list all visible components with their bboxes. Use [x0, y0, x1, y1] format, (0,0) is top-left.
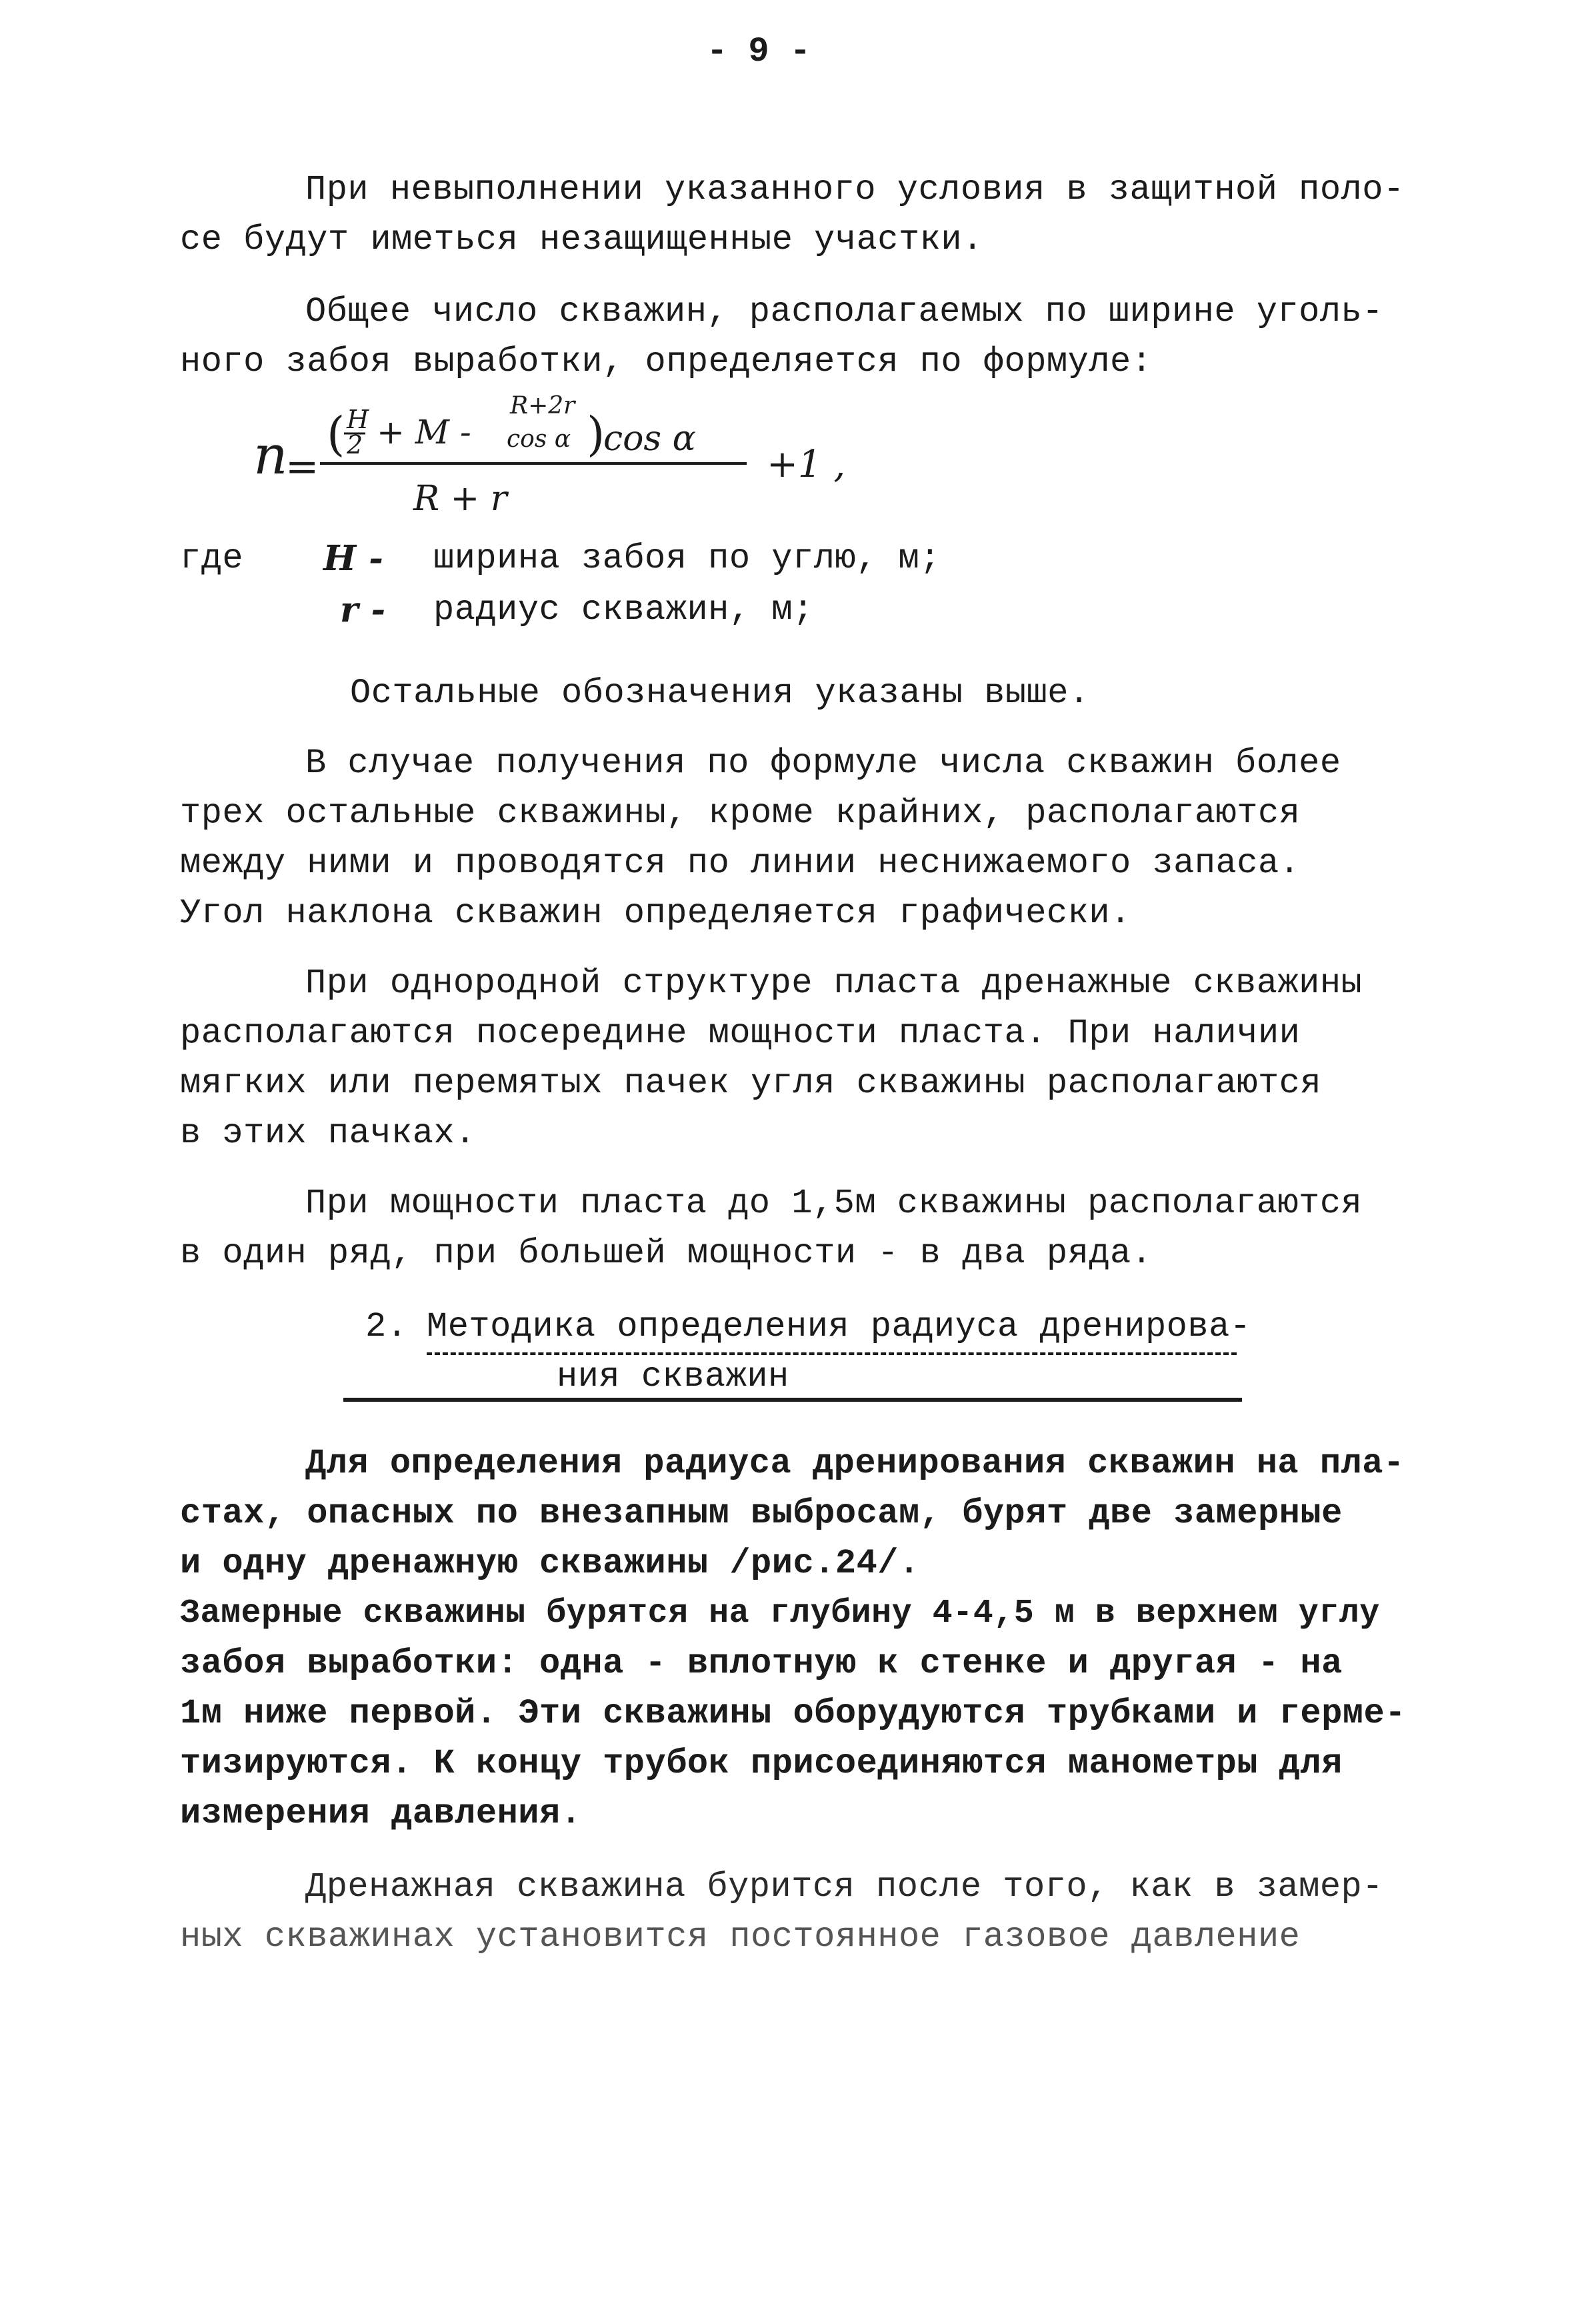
svg-text:): )	[587, 407, 605, 461]
para2-line-1: Общее число скважин, располагаемых по ширине уголь-	[305, 292, 1383, 331]
para5-line-1: При мощности пласта до 1,5м скважины располагаются	[305, 1184, 1363, 1223]
formula-num-h-den: 2	[347, 430, 363, 459]
para5-line-2: в один ряд, при большей мощности - в два ряда.	[180, 1234, 1153, 1273]
para3-line-4: Угол наклона скважин определяется графически.	[180, 894, 1131, 933]
para7-line-2: забоя выработки: одна - вплотную к стенке и другая - на	[180, 1644, 1343, 1683]
formula-eq: =	[285, 443, 319, 490]
heading-underline-1	[427, 1352, 1237, 1355]
formula-cos: cos α	[603, 419, 696, 459]
para4-line-2: располагаются посередине мощности пласта. При наличии	[180, 1014, 1301, 1053]
formula-lhs: n	[253, 424, 288, 486]
where-text-h: ширина забоя по углю, м;	[433, 539, 941, 578]
para7-line-3: 1м ниже первой. Эти скважины оборудуются трубками и герме-	[180, 1694, 1406, 1733]
formula-num-h: H	[347, 405, 369, 434]
formula-tail: +1 ,	[767, 443, 846, 486]
para8-line-2: ных скважинах установится постоянное газовое давление	[180, 1917, 1301, 1957]
where-symbol-r: r -	[340, 590, 386, 630]
para7-line-4: тизируются. К концу трубок присоединяются манометры для	[180, 1744, 1343, 1783]
para4-line-4: в этих пачках.	[180, 1114, 476, 1153]
para6-line-3: и одну дренажную скважины /рис.24/.	[180, 1544, 920, 1583]
heading-line-1: Методика определения радиуса дренирова-	[427, 1307, 1251, 1346]
para6-line-1: Для определения радиуса дренирования скважин на пла-	[305, 1444, 1405, 1483]
formula-inner-top: R+2r	[510, 392, 575, 419]
para3-line-3: между ними и проводятся по линии неснижаемого запаса.	[180, 844, 1301, 883]
para3-line-1: В случае получения по формуле числа скважин более	[305, 744, 1341, 783]
heading-underline-2	[343, 1398, 1242, 1402]
heading-line-2: ния скважин	[557, 1357, 789, 1396]
para7-line-5: измерения давления.	[180, 1794, 582, 1833]
where-label: где	[180, 539, 244, 578]
where-text-r: радиус скважин, м;	[433, 590, 814, 630]
para2-line-2: ного забоя выработки, определяется по формуле:	[180, 342, 1153, 381]
svg-text:(: (	[327, 407, 345, 461]
where-note: Остальные обозначения указаны выше.	[350, 674, 1090, 713]
heading-number: 2.	[365, 1307, 408, 1346]
para6-line-2: стах, опасных по внезапным выбросам, бурят две замерные	[180, 1494, 1343, 1533]
formula-den: R + r	[413, 479, 507, 519]
para1-line-2: се будут иметься незащищенные участки.	[180, 220, 983, 259]
page-number: - 9 -	[707, 32, 811, 71]
formula	[253, 387, 893, 540]
formula-inner-bot: cos α	[507, 425, 571, 453]
where-symbol-h: H -	[323, 538, 384, 579]
formula-num-plus: + M -	[377, 413, 471, 451]
para1-line-1: При невыполнении указанного условия в защитной поло-	[305, 170, 1405, 209]
para8-line-1: Дренажная скважина бурится после того, как в замер-	[305, 1867, 1383, 1907]
para4-line-1: При однородной структуре пласта дренажные скважины	[305, 964, 1363, 1003]
para3-line-2: трех остальные скважины, кроме крайних, располагаются	[180, 794, 1301, 833]
para7-line-1: Замерные скважины бурятся на глубину 4-4,5 м в верхнем углу	[180, 1594, 1380, 1632]
para4-line-3: мягких или перемятых пачек угля скважины располагаются	[180, 1064, 1322, 1103]
